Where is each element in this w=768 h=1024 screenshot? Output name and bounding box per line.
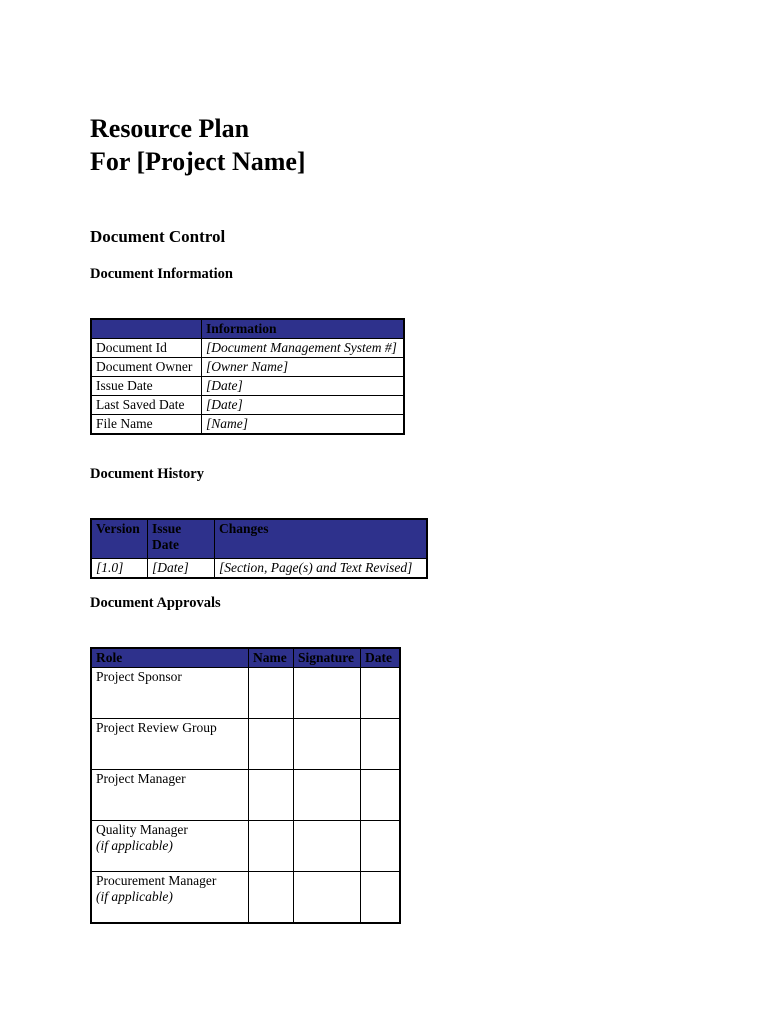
date-cell: [361, 770, 401, 821]
header-cell: Changes: [215, 519, 428, 559]
issue-date-cell: [Date]: [148, 559, 215, 579]
document-approvals-table: [90, 647, 401, 924]
signature-cell: [294, 719, 361, 770]
role-note: (if applicable): [96, 889, 173, 904]
table-row: [91, 821, 400, 872]
name-cell: [249, 668, 294, 719]
document-title: [90, 112, 306, 178]
role-cell: [91, 872, 249, 924]
table-row: [91, 339, 404, 358]
table-header-row: [91, 519, 427, 559]
field-label: Document Id: [91, 339, 202, 358]
name-cell: [249, 770, 294, 821]
field-value: [Date]: [202, 396, 405, 415]
field-value: [Name]: [202, 415, 405, 435]
signature-cell: [294, 872, 361, 924]
signature-cell: [294, 668, 361, 719]
role-name: Project Sponsor: [96, 669, 182, 684]
date-cell: [361, 821, 401, 872]
field-value: [Owner Name]: [202, 358, 405, 377]
header-cell: Role: [91, 648, 249, 668]
role-cell: [91, 719, 249, 770]
version-cell: [1.0]: [91, 559, 148, 579]
table-header-row: [91, 319, 404, 339]
document-control-heading: Document Control: [90, 227, 226, 246]
header-cell: Date: [361, 648, 401, 668]
field-label: Issue Date: [91, 377, 202, 396]
table-row: [91, 559, 427, 579]
changes-cell: [Section, Page(s) and Text Revised]: [215, 559, 428, 579]
table-row: [91, 719, 400, 770]
field-label: Document Owner: [91, 358, 202, 377]
table-row: [91, 415, 404, 435]
header-cell: Information: [202, 319, 405, 339]
table-header-row: [91, 648, 400, 668]
field-label: Last Saved Date: [91, 396, 202, 415]
header-cell: [91, 319, 202, 339]
role-name: Procurement Manager: [96, 873, 217, 888]
role-name: Quality Manager: [96, 822, 188, 837]
role-cell: [91, 821, 249, 872]
header-cell: Name: [249, 648, 294, 668]
date-cell: [361, 872, 401, 924]
document-history-heading: Document History: [90, 466, 204, 482]
document-history-table: [90, 518, 428, 579]
table-row: [91, 377, 404, 396]
role-note: (if applicable): [96, 838, 173, 853]
role-cell: [91, 770, 249, 821]
header-cell: Signature: [294, 648, 361, 668]
field-value: [Document Management System #]: [202, 339, 405, 358]
name-cell: [249, 719, 294, 770]
table-row: [91, 770, 400, 821]
table-row: [91, 668, 400, 719]
document-approvals-heading: Document Approvals: [90, 595, 221, 611]
name-cell: [249, 821, 294, 872]
document-information-heading: Document Information: [90, 266, 233, 282]
role-name: Project Manager: [96, 771, 186, 786]
title-line-1: Resource Plan: [90, 114, 250, 143]
field-label: File Name: [91, 415, 202, 435]
name-cell: [249, 872, 294, 924]
signature-cell: [294, 770, 361, 821]
signature-cell: [294, 821, 361, 872]
date-cell: [361, 668, 401, 719]
field-value: [Date]: [202, 377, 405, 396]
table-row: [91, 396, 404, 415]
title-line-2: For [Project Name]: [90, 147, 306, 176]
role-name: Project Review Group: [96, 720, 217, 735]
document-information-table: [90, 318, 405, 435]
date-cell: [361, 719, 401, 770]
header-cell: Version: [91, 519, 148, 559]
table-row: [91, 358, 404, 377]
table-row: [91, 872, 400, 924]
role-cell: [91, 668, 249, 719]
header-cell: Issue Date: [148, 519, 215, 559]
